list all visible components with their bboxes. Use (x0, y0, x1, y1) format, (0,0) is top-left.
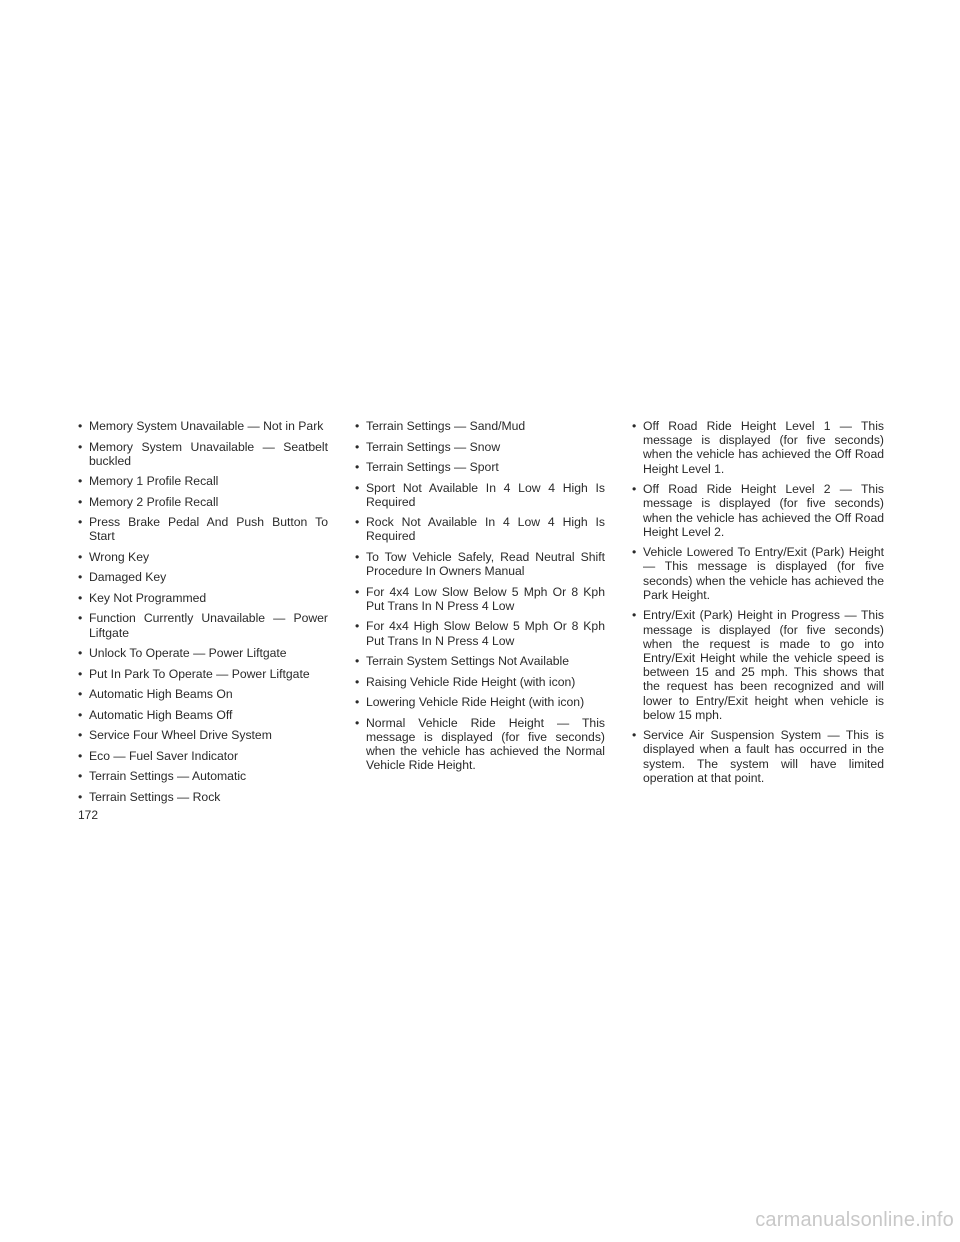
bullet-icon: • (78, 474, 83, 489)
list-item (78, 570, 328, 584)
list-item (78, 687, 328, 701)
list-item-text: Memory System Unavailable — Not in Park (89, 419, 324, 433)
bullet-icon: • (355, 654, 360, 669)
bullet-icon: • (632, 545, 637, 560)
list-item-text: Terrain Settings — Automatic (89, 769, 247, 784)
list-item-text: Automatic High Beams On (89, 687, 233, 702)
bullet-icon: • (78, 419, 83, 433)
list-item (78, 728, 328, 742)
bullet-icon: • (632, 482, 637, 497)
list-item-text: Press Brake Pedal And Push Button To Start (89, 515, 328, 544)
message-list-3 (632, 419, 884, 785)
list-item-text: Terrain Settings — Sand/Mud (366, 419, 526, 433)
list-item (78, 419, 328, 433)
list-item (632, 545, 884, 602)
bullet-icon: • (355, 695, 360, 710)
list-item-text: Sport Not Available In 4 Low 4 High Is Required (366, 480, 605, 509)
list-item (355, 460, 605, 474)
list-item (78, 708, 328, 722)
list-item (355, 440, 605, 454)
list-item (355, 419, 605, 433)
list-item (632, 608, 884, 722)
list-item-text: Memory 1 Profile Recall (89, 474, 219, 489)
column-3 (632, 419, 884, 791)
list-item (78, 667, 328, 681)
list-item-text: To Tow Vehicle Safely, Read Neutral Shift Procedure In Owners Manual (366, 549, 605, 579)
page-number: 172 (78, 808, 99, 822)
bullet-icon: • (355, 515, 360, 530)
list-item-text: For 4x4 Low Slow Below 5 Mph Or 8 Kph Put Trans In N Press 4 Low (366, 584, 605, 613)
list-item-text: Terrain Settings — Sport (366, 460, 499, 474)
bullet-icon: • (78, 687, 83, 702)
bullet-icon: • (78, 439, 83, 454)
list-item (78, 790, 328, 804)
list-item (632, 419, 884, 476)
message-list-1 (78, 419, 328, 804)
bullet-icon: • (632, 608, 637, 623)
list-item-text: Service Air Suspension System — This is displayed when a fault has occurred in the system. The system will have limited operation at that point. (643, 728, 884, 785)
list-item (78, 611, 328, 639)
list-item-text: Automatic High Beams Off (89, 707, 233, 722)
list-item (355, 675, 605, 689)
list-item (632, 482, 884, 539)
list-item-text: Memory 2 Profile Recall (89, 494, 219, 509)
list-item-text: Vehicle Lowered To Entry/Exit (Park) Height — This message is displayed (for five seconds) when the vehicle has achieved the Park Height. (643, 545, 884, 602)
bullet-icon: • (78, 646, 83, 661)
list-item-text: Damaged Key (89, 570, 167, 585)
list-item-text: Unlock To Operate — Power Liftgate (89, 646, 287, 661)
bullet-icon: • (355, 480, 360, 495)
list-item-text: Key Not Programmed (89, 590, 207, 605)
bullet-icon: • (355, 715, 360, 730)
list-item (78, 495, 328, 509)
list-item-text: Entry/Exit (Park) Height in Progress — This message is displayed (for five seconds) when the request is made to go into Entry/Exit Height while the vehicle speed is between 15 and 25 mph. This shows that the request has been recognized and will lower to Entry/Exit height when vehicle is below 15 mph. (643, 608, 884, 722)
list-item-text: Terrain System Settings Not Available (366, 654, 569, 669)
list-item-text: Memory System Unavailable — Seatbelt buckled (89, 439, 328, 468)
list-item-text: Terrain Settings — Snow (366, 439, 501, 454)
bullet-icon: • (78, 707, 83, 722)
list-item (78, 440, 328, 468)
list-item (78, 550, 328, 564)
bullet-icon: • (355, 674, 360, 689)
watermark: carmanualsonline.info (755, 1209, 954, 1231)
list-item (78, 769, 328, 783)
list-item-text: Off Road Ride Height Level 2 — This message is displayed (for five seconds) when the vehicle has achieved the Off Road Height Level 2. (643, 482, 884, 539)
list-item-text: Put In Park To Operate — Power Liftgate (89, 666, 310, 681)
bullet-icon: • (78, 666, 83, 681)
list-item (355, 619, 605, 647)
bullet-icon: • (355, 584, 360, 599)
list-item (355, 481, 605, 509)
list-item (355, 585, 605, 613)
list-item (78, 646, 328, 660)
list-item (355, 716, 605, 773)
bullet-icon: • (355, 439, 360, 454)
list-item-text: Rock Not Available In 4 Low 4 High Is Required (366, 515, 605, 544)
list-item-text: For 4x4 High Slow Below 5 Mph Or 8 Kph Put Trans In N Press 4 Low (366, 619, 605, 648)
list-item-text: Terrain Settings — Rock (89, 789, 221, 804)
list-item-text: Service Four Wheel Drive System (89, 728, 272, 743)
list-item (78, 474, 328, 488)
list-item-text: Wrong Key (89, 549, 150, 564)
list-item-text: Normal Vehicle Ride Height — This message is displayed (for five seconds) when the vehicle has achieved the Normal Vehicle Ride Height. (366, 715, 605, 773)
list-item (78, 515, 328, 543)
bullet-icon: • (355, 619, 360, 634)
list-item-text: Lowering Vehicle Ride Height (with icon) (366, 695, 585, 710)
list-item (78, 749, 328, 763)
bullet-icon: • (78, 590, 83, 605)
bullet-icon: • (632, 728, 637, 743)
list-item-text: Function Currently Unavailable — Power Liftgate (89, 611, 328, 640)
bullet-icon: • (78, 789, 83, 804)
bullet-icon: • (78, 769, 83, 784)
list-item-text: Eco — Fuel Saver Indicator (89, 748, 239, 763)
list-item (78, 591, 328, 605)
list-item-text: Off Road Ride Height Level 1 — This message is displayed (for five seconds) when the vehicle has achieved the Off Road Height Level 1. (643, 419, 884, 476)
list-item (355, 515, 605, 543)
bullet-icon: • (78, 570, 83, 585)
bullet-icon: • (78, 494, 83, 509)
bullet-icon: • (78, 728, 83, 743)
bullet-icon: • (632, 419, 637, 433)
bullet-icon: • (355, 460, 360, 474)
list-item (355, 695, 605, 709)
bullet-icon: • (355, 419, 360, 433)
bullet-icon: • (78, 549, 83, 564)
bullet-icon: • (78, 515, 83, 530)
message-list-2 (355, 419, 605, 772)
bullet-icon: • (78, 611, 83, 626)
list-item (355, 654, 605, 668)
column-2 (355, 419, 605, 779)
list-item (355, 550, 605, 578)
bullet-icon: • (78, 748, 83, 763)
list-item-text: Raising Vehicle Ride Height (with icon) (366, 674, 576, 689)
list-item (632, 728, 884, 785)
column-1 (78, 419, 328, 810)
bullet-icon: • (355, 549, 360, 564)
